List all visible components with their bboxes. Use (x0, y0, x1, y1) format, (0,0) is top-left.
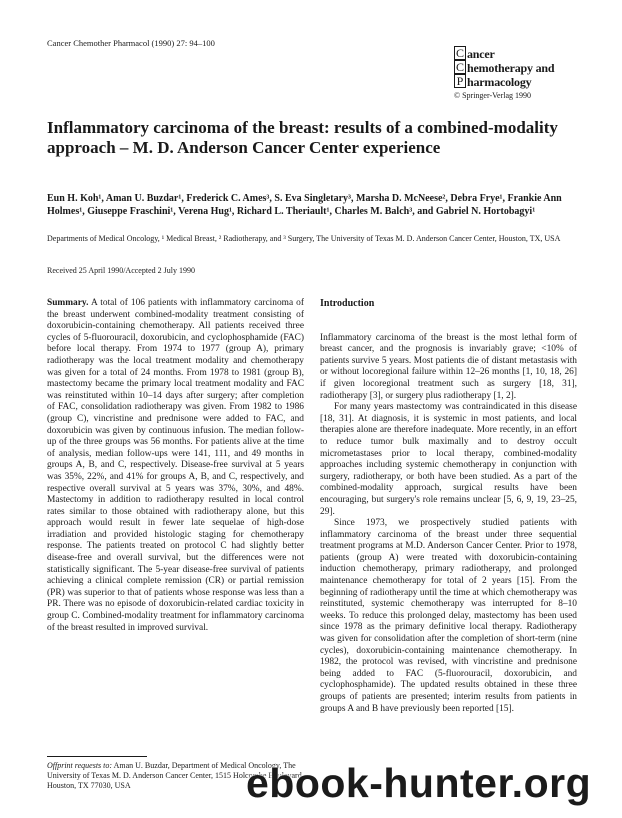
introduction-section (320, 298, 577, 715)
journal-logo-word: hemotherapy and (467, 61, 555, 75)
introduction-heading: Introduction (320, 298, 375, 309)
author-affiliation: Departments of Medical Oncology, ¹ Medical Breast, ² Radiotherapy, and ³ Surgery, The University of Texas M. D. Anderson Cancer Center, Houston, TX, USA (47, 234, 561, 243)
journal-citation: Cancer Chemother Pharmacol (1990) 27: 94–100 (47, 38, 215, 48)
author-list: Eun H. Koh¹, Aman U. Buzdar¹, Frederick C. Ames³, S. Eva Singletary³, Marsha D. McNeese², Debra Frye¹, Frankie Ann Holmes¹, Giuseppe Fraschini¹, Verena Hug¹, Richard L. Theriault¹, Charles M. Balch³, and Gabriel N. Hortobagyi¹ (47, 193, 562, 217)
watermark-text: ebook-hunter.org (246, 760, 592, 806)
journal-logo-line (454, 46, 604, 60)
journal-logo-word: ancer (467, 47, 495, 61)
summary-section (47, 298, 304, 634)
offprint-label: Offprint requests to: (47, 761, 113, 770)
introduction-paragraph: For many years mastectomy was contraindicated in this disease [18, 31]. At diagnosis, it is systemic in most patients, and local therapies alone are therefore inadequate. More recently, in an effort to reduce tumor bulk maximally and to destroy occult micrometastases prior to local therapy, combined-modality approaches including systemic chemotherapy in conjunction with surgery, radiotherapy, or both have been studied. As a part of the combined-modality approach, surgical results have been encouraging, but surgery's role remains unclear [5, 6, 9, 19, 23–25, 29]. (320, 402, 577, 517)
summary-heading: Summary. (47, 298, 89, 308)
summary-text: A total of 106 patients with inflammatory carcinoma of the breast underwent combined-modality treatment consisting of doxorubicin-containing chemotherapy. All patients received three cycles of 5-fluorouracil, doxorubicin, and cyclophosphamide (FAC) before local therapy. From 1974 to 1977 (group A), primary radiotherapy was the local treatment modality and chemotherapy was given for a total of 24 months. From 1978 to 1981 (group B), mastectomy became the primary local treatment modality and FAC was reinstituted within 10–14 days after surgery; after completion of FAC, consolidation radiotherapy was given. From 1982 to 1986 (group C), vincristine and prednisone were added to FAC, and doxorubicin was given by continuous infusion. The median follow-up of the three groups was 56 months. For patients alive at the time of analysis, median follow-ups were 141, 111, and 49 months in groups A, B, and C, respectively. Disease-free survival at 5 years was 35%, 22%, and 41% for groups A, B, and C, respectively, and respective overall survival at 5 years was 37%, 30%, and 48%. Mastectomy in addition to radiotherapy resulted in local control rates similar to those obtained with radiotherapy alone, but this approach would result in fewer late sequelae of high-dose irradiation and provided histologic staging for chemotherapy response. The patients treated on protocol C had slightly better disease-free and overall survival, but the differences were not statistically significant. The 5-year disease-free survival of patients achieving a clinical complete remission (CR) or partial remission (PR) was superior to that of patients whose response was less than a PR. There was no episode of doxorubicin-related cardiac toxicity in group C. Combined-modality treatment for inflammatory carcinoma of the breast resulted in improved survival. (47, 298, 304, 633)
introduction-paragraph: Since 1973, we prospectively studied patients with inflammatory carcinoma of the breast under three sequential treatment programs at M.D. Anderson Cancer Center. Prior to 1978, patients (group A) were treated with doxorubicin-containing induction chemotherapy, primary radiotherapy, and prolonged maintenance chemotherapy for total of 2 years [15]. From the beginning of radiotherapy until the time at which chemotherapy was reinstituted, systemic chemotherapy was interrupted for 8–10 weeks. To reduce this prolonged delay, mastectomy has been used since 1978 as the primary definitive local therapy. Radiotherapy was given for consolidation after the completion of short-term (nine cycles), doxorubicin-containing maintenance chemotherapy. In 1982, the protocol was revised, with vincristine and prednisone being added to FAC (5-fluorouracil, doxorubicin, and cyclophosphamide). The updated results obtained in these three groups of patients are presented; interim results from patients in groups A and B have previously been reported [15]. (320, 518, 577, 714)
journal-logo-initial: C (455, 46, 464, 60)
journal-logo-line (454, 74, 604, 88)
summary-paragraph (47, 298, 304, 634)
received-date: Received 25 April 1990/Accepted 2 July 1990 (47, 266, 195, 275)
introduction-paragraph: Inflammatory carcinoma of the breast is the most lethal form of breast cancer, and the prognosis is invariably grave; <10% of patients survive 5 years. Most patients die of distant metastasis with or without locoregional failure within 12–26 months [1, 10, 18, 26] if given locoregional treatment such as surgery [18, 31], radiotherapy [3], or surgery plus radiotherapy [1, 2]. (320, 332, 577, 401)
journal-logo-initial: P (454, 74, 466, 88)
footnote-divider (47, 756, 147, 757)
journal-logo-line (454, 60, 604, 74)
offprint-address: Aman U. Buzdar, Department of Medical Oncology, The University of Texas M. D. Anderson Cancer Center, 1515 Holcombe Boulevard, Houston, TX 77030, USA (47, 761, 304, 790)
copyright-notice: © Springer-Verlag 1990 (454, 91, 532, 100)
journal-logo-initial: C (455, 60, 464, 74)
journal-logo-word: harmacology (467, 75, 532, 89)
article-title: Inflammatory carcinoma of the breast: results of a combined-modality approach – M. D. Anderson Cancer Center experience (47, 118, 558, 157)
journal-logo (454, 46, 604, 100)
